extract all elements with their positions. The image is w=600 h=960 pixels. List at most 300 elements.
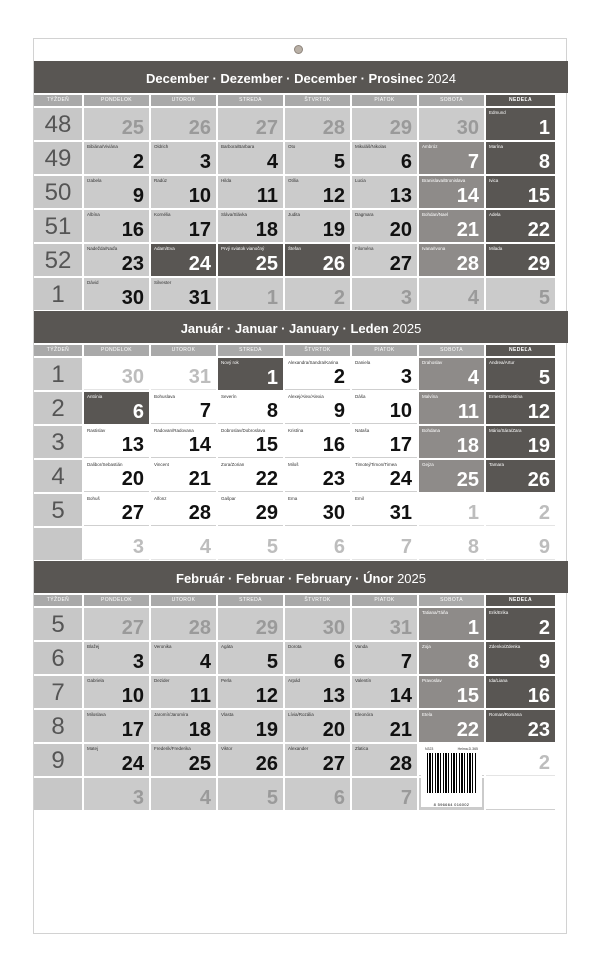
day-number: 30	[121, 366, 144, 388]
barcode-code-right: Helma.D.365	[457, 747, 478, 751]
day-number: 9	[132, 185, 144, 207]
day-cell	[151, 608, 216, 640]
day-cell	[285, 460, 350, 492]
day-cell	[419, 176, 484, 208]
day-number: 27	[121, 617, 144, 639]
day-number: 31	[188, 287, 211, 309]
month-year: 2024	[427, 71, 456, 86]
month-block	[34, 61, 568, 310]
name-day: Sláva/Slávka	[221, 212, 248, 217]
day-cell	[419, 392, 484, 424]
day-number: 21	[188, 468, 211, 490]
day-cell	[486, 744, 555, 776]
day-cell	[419, 460, 484, 492]
name-day: Antónia	[87, 394, 103, 399]
day-cell	[84, 744, 149, 776]
day-cell	[486, 676, 555, 708]
day-number: 27	[389, 253, 412, 275]
day-cell	[84, 278, 149, 310]
day-number: 24	[121, 753, 144, 775]
day-cell	[218, 278, 283, 310]
day-cell	[419, 528, 484, 560]
day-number: 30	[322, 502, 345, 524]
day-number: 5	[266, 651, 278, 673]
barcode	[421, 746, 482, 807]
weekday-header: SOBOTA	[419, 345, 484, 356]
day-number: 17	[188, 219, 211, 241]
day-cell	[285, 244, 350, 276]
day-cell	[285, 744, 350, 776]
day-number: 27	[255, 117, 278, 139]
day-cell	[285, 676, 350, 708]
day-cell	[419, 278, 484, 310]
day-cell	[352, 392, 417, 424]
name-day: Vanda	[355, 644, 368, 649]
day-cell	[84, 142, 149, 174]
week-number: 6	[34, 642, 82, 674]
day-cell	[218, 210, 283, 242]
day-cell	[285, 494, 350, 526]
week-number: 4	[34, 460, 82, 492]
day-cell	[285, 710, 350, 742]
name-day: Severín	[221, 394, 237, 399]
day-number: 28	[322, 117, 345, 139]
name-day: Izabela	[87, 178, 102, 183]
day-cell	[419, 676, 484, 708]
day-number: 6	[333, 787, 345, 809]
week-row	[34, 494, 568, 526]
name-day: Dalibor/Sebastián	[87, 462, 123, 467]
day-cell	[352, 358, 417, 390]
weekday-header: UTOROK	[151, 345, 216, 356]
day-cell	[151, 426, 216, 458]
day-number: 13	[322, 685, 345, 707]
day-cell	[218, 778, 283, 810]
name-day: Miloslava	[87, 712, 106, 717]
name-day: Nataša	[355, 428, 370, 433]
name-day: Bohuslava	[154, 394, 176, 399]
day-number: 2	[333, 287, 345, 309]
day-cell	[151, 778, 216, 810]
name-day: Mikuláš/Nikolas	[355, 144, 387, 149]
day-cell	[218, 642, 283, 674]
day-number: 7	[400, 787, 412, 809]
day-cell	[352, 278, 417, 310]
day-cell	[352, 676, 417, 708]
day-cell	[84, 108, 149, 140]
day-cell	[285, 642, 350, 674]
day-cell	[352, 108, 417, 140]
day-cell	[151, 710, 216, 742]
day-number: 22	[255, 468, 278, 490]
week-number: 7	[34, 676, 82, 708]
day-cell	[419, 108, 484, 140]
name-day: Drahoslav	[422, 360, 443, 365]
day-number: 20	[389, 219, 412, 241]
day-number: 1	[266, 367, 278, 389]
name-day: Andrea/Artur	[489, 360, 515, 365]
day-cell	[352, 494, 417, 526]
day-cell	[285, 358, 350, 390]
day-number: 17	[389, 434, 412, 456]
day-number: 22	[527, 219, 550, 241]
day-number: 2	[538, 502, 550, 524]
day-cell	[285, 392, 350, 424]
name-day: Lívia/Rozália	[288, 712, 314, 717]
name-day: Erik/Erika	[489, 610, 509, 615]
name-day: Agáta	[221, 644, 233, 649]
day-cell	[352, 426, 417, 458]
day-cell	[218, 676, 283, 708]
day-number: 31	[389, 617, 412, 639]
week-number: 1	[34, 278, 82, 310]
week-row	[34, 278, 568, 310]
day-cell	[84, 642, 149, 674]
day-number: 9	[538, 536, 550, 558]
day-cell	[285, 426, 350, 458]
name-day: Bohdana	[422, 428, 441, 433]
name-day: Matej	[87, 746, 99, 751]
day-number: 14	[188, 434, 211, 456]
week-number: 51	[34, 210, 82, 242]
day-cell	[151, 108, 216, 140]
day-cell	[285, 108, 350, 140]
name-day: Nadežda/Naďa	[87, 246, 118, 251]
day-number: 3	[199, 151, 211, 173]
day-cell	[151, 676, 216, 708]
name-day: Veronika	[154, 644, 172, 649]
name-day: Malvína	[422, 394, 438, 399]
name-day: Otília	[288, 178, 299, 183]
day-cell	[218, 426, 283, 458]
day-cell	[419, 358, 484, 390]
day-cell	[84, 210, 149, 242]
day-number: 30	[121, 287, 144, 309]
week-number: 50	[34, 176, 82, 208]
name-day: Dorota	[288, 644, 302, 649]
week-row	[34, 142, 568, 174]
name-day: Albína	[87, 212, 100, 217]
day-number: 5	[266, 536, 278, 558]
name-day: Dávid	[87, 280, 99, 285]
day-number: 21	[456, 219, 479, 241]
day-cell	[486, 494, 555, 526]
week-row	[34, 778, 568, 810]
name-day: Frederik/Frederika	[154, 746, 191, 751]
week-number: 8	[34, 710, 82, 742]
week-row	[34, 392, 568, 424]
weekday-header: STREDA	[218, 95, 283, 106]
day-number: 12	[322, 185, 345, 207]
day-cell	[486, 460, 555, 492]
name-day: Arpád	[288, 678, 301, 683]
day-cell	[151, 744, 216, 776]
day-number: 9	[333, 400, 345, 422]
day-cell	[218, 710, 283, 742]
day-cell	[151, 528, 216, 560]
day-cell	[218, 244, 283, 276]
day-cell	[352, 142, 417, 174]
day-number: 1	[467, 617, 479, 639]
week-row	[34, 176, 568, 208]
day-cell	[419, 142, 484, 174]
day-number: 2	[333, 366, 345, 388]
week-row	[34, 244, 568, 276]
name-day: Zoja	[422, 644, 431, 649]
day-cell	[419, 426, 484, 458]
day-cell	[151, 642, 216, 674]
name-day: Edmund	[489, 110, 506, 115]
name-day: Filoména	[355, 246, 374, 251]
day-number: 31	[389, 502, 412, 524]
name-day: Timotej/Timon/Timea	[355, 462, 397, 467]
month-title-text: Január · Januar · January · Leden	[180, 321, 393, 336]
day-cell	[486, 710, 555, 742]
day-cell	[285, 528, 350, 560]
name-day: Perla	[221, 678, 232, 683]
name-day: Kristína	[288, 428, 304, 433]
day-cell	[352, 460, 417, 492]
weekday-header-row	[34, 595, 568, 606]
name-day: Vincent	[154, 462, 169, 467]
day-number: 29	[389, 117, 412, 139]
day-cell	[486, 278, 555, 310]
name-day: Marína	[489, 144, 504, 149]
weekday-header: ŠTVRTOK	[285, 595, 350, 606]
day-cell	[486, 392, 555, 424]
name-day: Ambróz	[422, 144, 438, 149]
day-number: 3	[132, 651, 144, 673]
day-cell	[151, 210, 216, 242]
name-day: Gejza	[422, 462, 434, 467]
day-cell	[486, 608, 555, 640]
day-number: 11	[457, 401, 479, 423]
day-cell	[218, 528, 283, 560]
day-number: 3	[132, 536, 144, 558]
day-number: 2	[538, 752, 550, 774]
day-cell	[352, 642, 417, 674]
day-number: 18	[188, 719, 211, 741]
name-day: Dezider	[154, 678, 170, 683]
week-row	[34, 358, 568, 390]
day-number: 3	[400, 287, 412, 309]
day-number: 20	[322, 719, 345, 741]
name-day: Barbora/Barbara	[221, 144, 255, 149]
day-number: 19	[527, 435, 550, 457]
day-number: 7	[467, 151, 479, 173]
name-day: Kornélia	[154, 212, 171, 217]
weekday-header: TÝŽDEŇ	[34, 595, 82, 606]
name-day: Viktor	[221, 746, 233, 751]
month-year: 2025	[397, 571, 426, 586]
day-cell	[84, 392, 149, 424]
name-day: Mário/Sára/Zara	[489, 428, 522, 433]
day-cell	[419, 244, 484, 276]
day-cell	[151, 244, 216, 276]
weekday-header: PIATOK	[352, 95, 417, 106]
day-number: 20	[121, 468, 144, 490]
name-day: Valentín	[355, 678, 372, 683]
day-number: 7	[400, 536, 412, 558]
day-cell	[352, 608, 417, 640]
name-day: Blažej	[87, 644, 100, 649]
day-number: 16	[322, 434, 345, 456]
day-number: 31	[188, 366, 211, 388]
weekday-header: STREDA	[218, 345, 283, 356]
day-cell	[486, 528, 555, 560]
name-day: Bohuš	[87, 496, 100, 501]
name-day: Alexandra/Sandra/Karina	[288, 360, 339, 365]
week-number: 52	[34, 244, 82, 276]
week-row	[34, 642, 568, 674]
name-day: Ivana/Ivona	[422, 246, 446, 251]
weekday-header: SOBOTA	[419, 595, 484, 606]
day-cell	[84, 676, 149, 708]
day-cell	[285, 210, 350, 242]
day-cell	[218, 744, 283, 776]
name-day: Ema	[288, 496, 298, 501]
day-cell	[419, 608, 484, 640]
day-number: 19	[255, 719, 278, 741]
day-cell	[151, 494, 216, 526]
weekday-header: UTOROK	[151, 95, 216, 106]
name-day: Ivica	[489, 178, 499, 183]
day-number: 21	[389, 719, 412, 741]
name-day: Rastislav	[87, 428, 106, 433]
day-number: 4	[199, 536, 211, 558]
name-day: Gašpar	[221, 496, 236, 501]
barcode-code-left: N323	[425, 747, 434, 751]
day-number: 4	[467, 287, 479, 309]
day-cell	[419, 642, 484, 674]
weekday-header: NEDEĽA	[486, 595, 555, 606]
day-cell	[419, 744, 484, 807]
weekday-header: TÝŽDEŇ	[34, 345, 82, 356]
name-day: Zlatica	[355, 746, 369, 751]
week-number	[34, 778, 82, 810]
week-row	[34, 744, 568, 807]
day-number: 23	[121, 253, 144, 275]
week-number	[34, 528, 82, 560]
name-day: Štefan	[288, 246, 302, 251]
day-cell	[218, 358, 283, 390]
day-cell	[352, 176, 417, 208]
weekday-header: PONDELOK	[84, 345, 149, 356]
day-number: 30	[456, 117, 479, 139]
name-day: Ida/Liana	[489, 678, 508, 683]
month-title	[34, 561, 568, 593]
day-cell	[486, 210, 555, 242]
day-number: 26	[188, 117, 211, 139]
week-number: 49	[34, 142, 82, 174]
name-day: Dobroslav/Dobroslava	[221, 428, 266, 433]
weekday-header: PONDELOK	[84, 595, 149, 606]
name-day: Miloš	[288, 462, 299, 467]
day-number: 5	[538, 287, 550, 309]
day-cell	[218, 108, 283, 140]
day-number: 25	[255, 253, 278, 275]
name-day: Tatiana/Táňa	[422, 610, 449, 615]
day-number: 4	[266, 151, 278, 173]
day-number: 18	[456, 435, 479, 457]
weekday-header: STREDA	[218, 595, 283, 606]
day-cell	[84, 460, 149, 492]
name-day: Roman/Romana	[489, 712, 522, 717]
day-number: 4	[199, 787, 211, 809]
day-number: 25	[121, 117, 144, 139]
name-day: Ernest/Ernestína	[489, 394, 523, 399]
name-day: Etela	[422, 712, 433, 717]
name-day: Bohdan/Nael	[422, 212, 449, 217]
name-day: Dáša	[355, 394, 366, 399]
day-number: 19	[322, 219, 345, 241]
day-number: 14	[456, 185, 479, 207]
day-number: 9	[538, 651, 550, 673]
day-number: 23	[322, 468, 345, 490]
day-cell	[486, 778, 555, 810]
day-number: 13	[389, 185, 412, 207]
day-number: 8	[467, 651, 479, 673]
month-title	[34, 61, 568, 93]
week-row	[34, 210, 568, 242]
day-number: 10	[121, 685, 144, 707]
day-number: 29	[255, 617, 278, 639]
name-day: Silvester	[154, 280, 172, 285]
day-cell	[285, 176, 350, 208]
name-day: Judita	[288, 212, 301, 217]
day-cell	[218, 460, 283, 492]
week-number: 1	[34, 358, 82, 390]
day-number: 2	[538, 617, 550, 639]
day-cell	[352, 210, 417, 242]
day-cell	[84, 710, 149, 742]
weekday-header: ŠTVRTOK	[285, 95, 350, 106]
weekday-header-row	[34, 95, 568, 106]
name-day: Adela	[489, 212, 501, 217]
name-day: Milada	[489, 246, 503, 251]
day-number: 30	[322, 617, 345, 639]
day-number: 5	[538, 367, 550, 389]
name-day: Pravoslav	[422, 678, 442, 683]
week-row	[34, 460, 568, 492]
day-cell	[352, 244, 417, 276]
name-day: Tamara	[489, 462, 505, 467]
name-day: Gabriela	[87, 678, 105, 683]
day-cell	[151, 358, 216, 390]
name-day: Branislava/Bronislava	[422, 178, 466, 183]
day-cell	[151, 142, 216, 174]
weekday-header: PIATOK	[352, 345, 417, 356]
day-number: 1	[467, 502, 479, 524]
name-day: Vlasta	[221, 712, 234, 717]
day-number: 5	[333, 151, 345, 173]
week-row	[34, 710, 568, 742]
calendar-sheet	[33, 38, 567, 934]
name-day: Alexej/Alex/Alexia	[288, 394, 324, 399]
day-number: 28	[188, 502, 211, 524]
barcode-bars	[427, 753, 476, 793]
name-day: Radovan/Radovana	[154, 428, 194, 433]
day-cell	[486, 108, 555, 140]
day-number: 23	[527, 719, 550, 741]
day-number: 15	[255, 434, 278, 456]
month-title-text: December · Dezember · December · Prosinec	[146, 71, 428, 86]
name-day: Oldrich	[154, 144, 169, 149]
day-number: 6	[333, 651, 345, 673]
day-number: 15	[456, 685, 479, 707]
day-number: 18	[255, 219, 278, 241]
week-row	[34, 676, 568, 708]
